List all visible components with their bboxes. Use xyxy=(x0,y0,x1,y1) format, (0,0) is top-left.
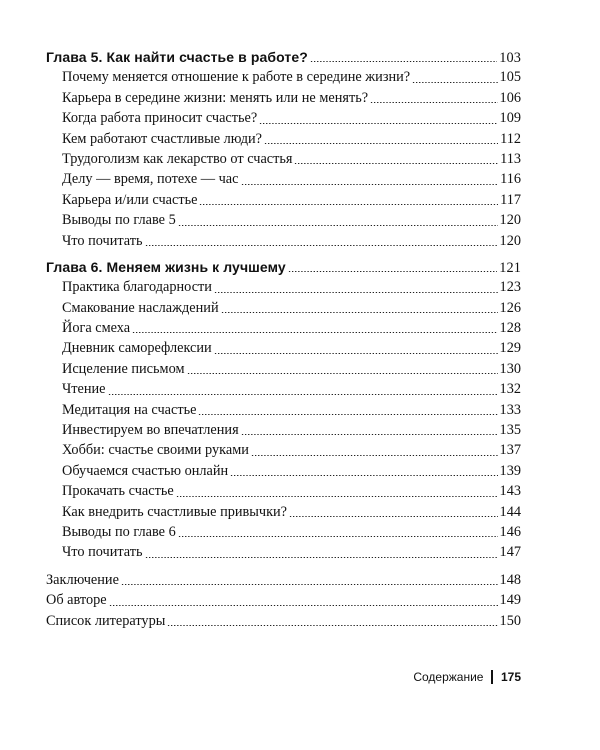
toc-entry-conclusion xyxy=(46,570,521,590)
entry-title: Дневник саморефлексии xyxy=(62,340,212,357)
dot-leader xyxy=(214,353,498,354)
entry-title: Трудоголизм как лекарство от счастья xyxy=(62,150,293,167)
toc-entry xyxy=(46,338,521,358)
toc-entry xyxy=(46,190,521,210)
entry-title: Об авторе xyxy=(46,592,107,609)
entry-page: 130 xyxy=(499,360,521,377)
page-number: 175 xyxy=(500,670,521,684)
chapter-5-heading xyxy=(46,47,521,67)
dot-leader xyxy=(412,82,497,83)
toc-entry xyxy=(46,298,521,318)
entry-title: Медитация на счастье xyxy=(62,401,197,418)
entry-title: Прокачать счастье xyxy=(62,483,174,500)
toc-entry xyxy=(46,400,521,420)
chapter-title: Глава 6. Меняем жизнь к лучшему xyxy=(46,258,286,275)
chapter-title: Глава 5. Как найти счастье в работе? xyxy=(46,49,308,65)
toc-entry-bibliography xyxy=(46,611,521,631)
dot-leader xyxy=(214,292,498,293)
entry-page: 149 xyxy=(499,592,521,609)
toc-entry xyxy=(46,231,521,251)
entry-page: 143 xyxy=(499,483,521,500)
entry-page: 128 xyxy=(499,320,521,337)
toc-entry xyxy=(46,461,521,481)
dot-leader xyxy=(289,516,498,517)
chapter-page: 121 xyxy=(499,259,521,276)
dot-leader xyxy=(259,123,497,124)
chapter-page: 103 xyxy=(499,50,521,66)
entry-title: Карьера и/или счастье xyxy=(62,191,198,208)
entry-page: 148 xyxy=(499,571,521,588)
entry-title: Выводы по главе 5 xyxy=(62,212,176,229)
dot-leader xyxy=(230,475,497,476)
dot-leader xyxy=(251,455,498,456)
entry-title: Что почитать xyxy=(62,232,143,249)
toc-entry xyxy=(46,502,521,522)
dot-leader xyxy=(241,184,499,185)
toc-entry xyxy=(46,359,521,379)
entry-page: 147 xyxy=(499,544,521,561)
entry-title: Как внедрить счастливые привычки? xyxy=(62,503,288,520)
toc-entry xyxy=(46,542,521,562)
page-footer xyxy=(413,670,521,684)
toc-entry xyxy=(46,88,521,108)
toc-entry xyxy=(46,379,521,399)
entry-page: 137 xyxy=(499,442,521,459)
chapter-6-heading xyxy=(46,257,521,277)
dot-leader xyxy=(264,143,498,144)
entry-page: 117 xyxy=(500,191,521,208)
entry-title: Исцеление письмом xyxy=(62,360,185,377)
dot-leader xyxy=(294,163,498,164)
dot-leader xyxy=(221,312,498,313)
toc-entry xyxy=(46,210,521,230)
entry-page: 139 xyxy=(499,462,521,479)
entry-page: 112 xyxy=(500,130,521,147)
dot-leader xyxy=(176,496,498,497)
entry-page: 135 xyxy=(499,422,521,439)
dot-leader xyxy=(108,394,498,395)
dot-leader xyxy=(370,102,497,103)
dot-leader xyxy=(178,225,498,226)
entry-page: 105 xyxy=(499,69,521,86)
entry-page: 116 xyxy=(500,171,521,188)
dot-leader xyxy=(145,245,498,246)
entry-page: 113 xyxy=(500,150,521,167)
dot-leader xyxy=(187,373,498,374)
entry-title: Карьера в середине жизни: менять или не менять? xyxy=(62,89,369,106)
dot-leader xyxy=(121,584,498,585)
dot-leader xyxy=(109,605,498,606)
toc-entry xyxy=(46,440,521,460)
table-of-contents xyxy=(46,47,521,631)
toc-entry xyxy=(46,481,521,501)
entry-title: Выводы по главе 6 xyxy=(62,523,176,540)
entry-page: 129 xyxy=(499,340,521,357)
toc-entry xyxy=(46,108,521,128)
toc-entry xyxy=(46,169,521,189)
entry-title: Смакование наслаждений xyxy=(62,299,219,316)
dot-leader xyxy=(288,271,497,272)
entry-title: Обучаемся счастью онлайн xyxy=(62,462,229,479)
entry-page: 120 xyxy=(499,232,521,249)
dot-leader xyxy=(145,557,498,558)
toc-entry xyxy=(46,420,521,440)
toc-entry xyxy=(46,277,521,297)
entry-page: 133 xyxy=(499,401,521,418)
entry-title: Инвестируем во впечатления xyxy=(62,422,239,439)
entry-page: 120 xyxy=(499,212,521,229)
dot-leader xyxy=(241,434,498,435)
dot-leader xyxy=(198,414,497,415)
dot-leader xyxy=(167,625,497,626)
footer-divider xyxy=(491,670,493,684)
entry-page: 132 xyxy=(499,381,521,398)
entry-title: Делу — время, потехе — час xyxy=(62,171,239,188)
toc-entry xyxy=(46,67,521,87)
entry-page: 109 xyxy=(499,110,521,127)
toc-entry xyxy=(46,318,521,338)
dot-leader xyxy=(178,536,498,537)
dot-leader xyxy=(132,332,497,333)
entry-title: Хобби: счастье своими руками xyxy=(62,442,249,459)
entry-page: 144 xyxy=(499,503,521,520)
entry-title: Список литературы xyxy=(46,612,166,629)
entry-title: Йога смеха xyxy=(62,320,131,337)
dot-leader xyxy=(310,61,497,62)
entry-title: Заключение xyxy=(46,571,119,588)
toc-entry xyxy=(46,522,521,542)
entry-title: Кем работают счастливые люди? xyxy=(62,130,263,147)
entry-title: Чтение xyxy=(62,381,106,398)
toc-entry xyxy=(46,149,521,169)
entry-title: Практика благодарности xyxy=(62,279,212,296)
entry-page: 123 xyxy=(499,279,521,296)
entry-page: 150 xyxy=(499,612,521,629)
dot-leader xyxy=(199,204,498,205)
entry-page: 126 xyxy=(499,299,521,316)
running-section-title: Содержание xyxy=(413,670,484,684)
entry-title: Почему меняется отношение к работе в середине жизни? xyxy=(62,69,411,86)
toc-entry-about-author xyxy=(46,590,521,610)
toc-entry xyxy=(46,129,521,149)
entry-page: 106 xyxy=(499,89,521,106)
entry-title: Что почитать xyxy=(62,544,143,561)
entry-title: Когда работа приносит счастье? xyxy=(62,110,258,127)
entry-page: 146 xyxy=(499,523,521,540)
